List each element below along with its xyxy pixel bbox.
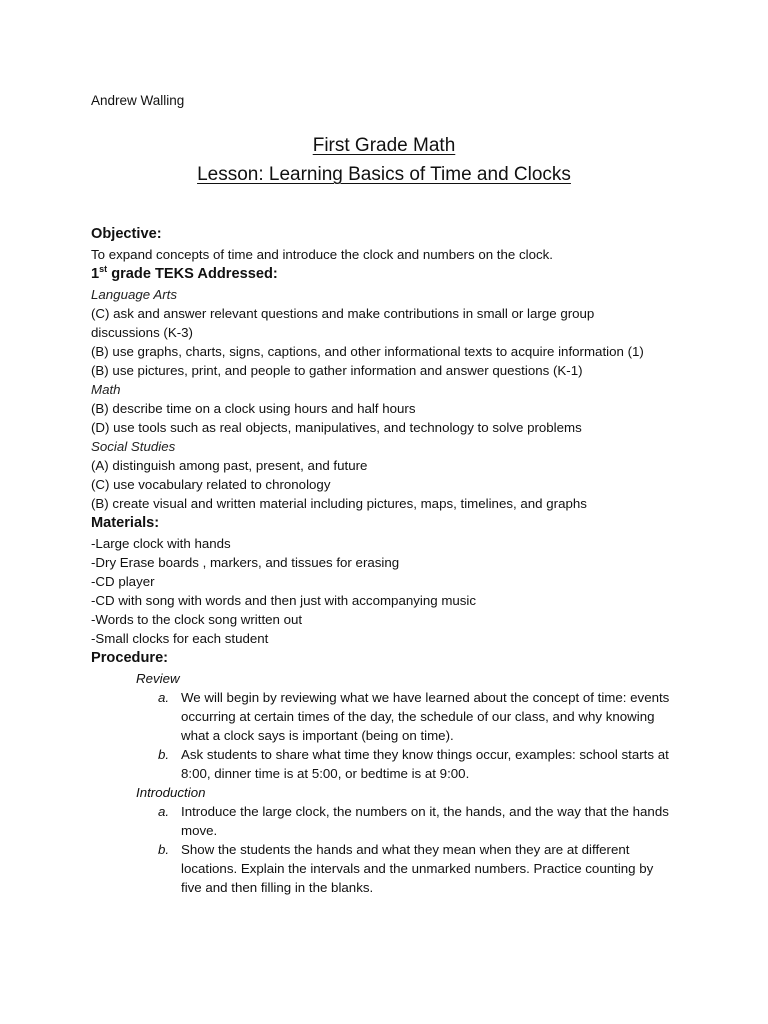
- procedure-heading: Procedure:: [91, 650, 169, 666]
- teks-subject-math: Math: [91, 382, 121, 397]
- lesson-body: [91, 224, 691, 897]
- item-letter: b.: [158, 842, 170, 857]
- objective-heading: Objective:: [91, 226, 162, 242]
- teks-heading: [91, 264, 691, 285]
- teks-item: (B) use pictures, print, and people to gather information and answer questions (K-1): [91, 363, 583, 378]
- teks-item: (A) distinguish among past, present, and future: [91, 458, 368, 473]
- materials-item: -Dry Erase boards , markers, and tissues for erasing: [91, 555, 400, 570]
- procedure-introduction-item-b: [158, 840, 676, 897]
- teks-subject-social-studies: Social Studies: [91, 439, 176, 454]
- procedure-introduction-label: Introduction: [136, 785, 206, 800]
- item-letter: a.: [158, 690, 170, 705]
- item-letter: b.: [158, 747, 170, 762]
- procedure-review-item-a: [158, 688, 676, 745]
- materials-item: -CD player: [91, 574, 155, 589]
- teks-subject-language-arts: Language Arts: [91, 287, 178, 302]
- teks-heading-grade: 1: [91, 266, 100, 282]
- teks-item: (B) create visual and written material including pictures, maps, timelines, and graphs: [91, 496, 587, 511]
- author-name: Andrew Walling: [91, 93, 185, 108]
- document-title: First Grade Math: [312, 135, 456, 156]
- item-text: Show the students the hands and what they mean when they are at different locations. Explain the intervals and the unmarked numbers. Practice counting by five and then filling in the blanks.: [181, 842, 654, 895]
- teks-heading-ordinal: st: [99, 264, 108, 275]
- item-text: Introduce the large clock, the numbers on it, the hands, and the way that the hands move.: [181, 804, 669, 838]
- materials-item: -CD with song with words and then just with accompanying music: [91, 593, 477, 608]
- materials-item: -Words to the clock song written out: [91, 612, 303, 627]
- materials-heading: Materials:: [91, 515, 160, 531]
- lesson-title: Lesson: Learning Basics of Time and Clocks: [197, 164, 571, 185]
- procedure-review-label: Review: [136, 671, 180, 686]
- teks-item: (B) describe time on a clock using hours and half hours: [91, 401, 416, 416]
- materials-item: -Small clocks for each student: [91, 631, 269, 646]
- teks-item: (C) ask and answer relevant questions and make contributions in small or large group discussions (K-3): [91, 306, 595, 340]
- materials-item: -Large clock with hands: [91, 536, 231, 551]
- procedure-introduction-item-a: [158, 802, 676, 840]
- teks-item: (C) use vocabulary related to chronology: [91, 477, 331, 492]
- item-text: Ask students to share what time they know things occur, examples: school starts at 8:00, dinner time is at 5:00, or bedtime is at 9:00.: [181, 747, 669, 781]
- teks-item: (D) use tools such as real objects, manipulatives, and technology to solve problems: [91, 420, 582, 435]
- teks-heading-text: grade TEKS Addressed:: [107, 266, 278, 282]
- item-letter: a.: [158, 804, 170, 819]
- procedure-review-item-b: [158, 745, 676, 783]
- teks-item: (B) use graphs, charts, signs, captions, and other informational texts to acquire information (1): [91, 344, 644, 359]
- item-text: We will begin by reviewing what we have learned about the concept of time: events occurring at certain times of the day, the schedule of our class, and why knowing what a clock says is important (being on time).: [181, 690, 670, 743]
- objective-text: To expand concepts of time and introduce the clock and numbers on the clock.: [91, 247, 553, 262]
